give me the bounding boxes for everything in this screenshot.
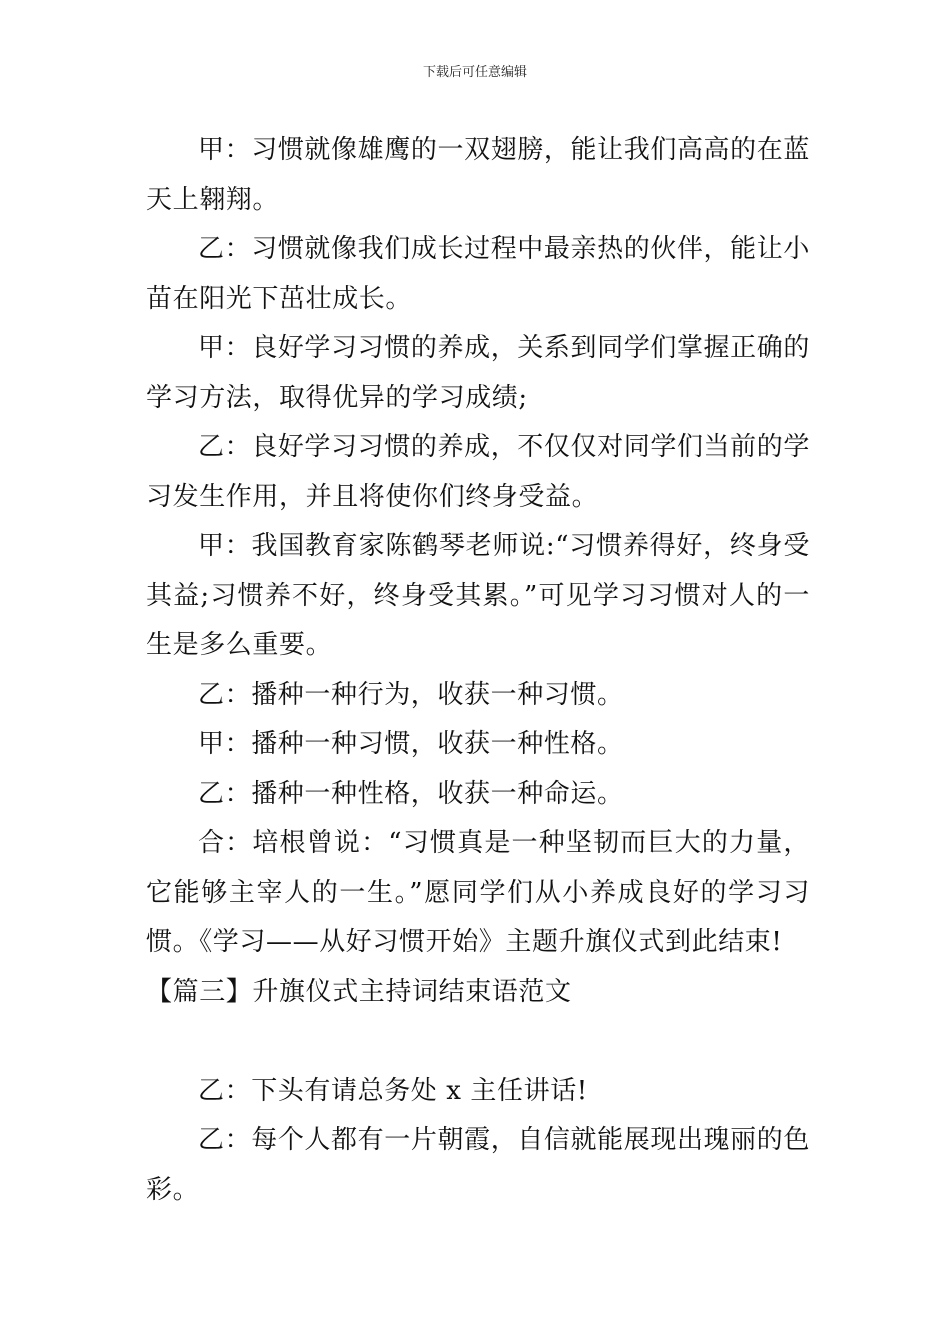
paragraph-7: 甲：播种一种习惯，收获一种性格。 xyxy=(198,729,624,759)
paragraph-10: 乙：下头有请总务处 x 主任讲话! xyxy=(198,1075,588,1106)
section-heading: 【篇三】升旗仪式主持词结束语范文 xyxy=(146,976,572,1007)
paragraph-1: 甲：习惯就像雄鹰的一双翅膀，能让我们高高的在蓝天上翱翔。 xyxy=(146,135,810,215)
paragraph-6: 乙：播种一种行为，收获一种习惯。 xyxy=(198,679,624,710)
paragraph-8: 乙：播种一种性格，收获一种命运。 xyxy=(198,778,624,809)
paragraph-3: 甲：良好学习习惯的养成，关系到同学们掌握正确的学习方法，取得优异的学习成绩; xyxy=(146,333,810,413)
document-body xyxy=(146,126,810,1215)
paragraph-4: 乙：良好学习习惯的养成，不仅仅对同学们当前的学习发生作用，并且将使你们终身受益。 xyxy=(146,432,810,512)
paragraph-9: 合：培根曾说：“习惯真是一种坚韧而巨大的力量，它能够主宰人的一生。”愿同学们从小养成良好的学习习惯。《学习——从好习惯开始》主题升旗仪式到此结束! xyxy=(146,828,810,957)
paragraph-2: 乙：习惯就像我们成长过程中最亲热的伙伴，能让小苗在阳光下茁壮成长。 xyxy=(146,234,810,314)
page-header-note: 下载后可任意编辑 xyxy=(422,65,527,80)
paragraph-11: 乙：每个人都有一片朝霞，自信就能展现出瑰丽的色彩。 xyxy=(146,1125,810,1205)
blank-line xyxy=(146,1017,810,1067)
paragraph-5: 甲：我国教育家陈鹤琴老师说:“习惯养得好，终身受其益;习惯养不好，终身受其累。”可见学习习惯对人的一生是多么重要。 xyxy=(146,531,810,660)
